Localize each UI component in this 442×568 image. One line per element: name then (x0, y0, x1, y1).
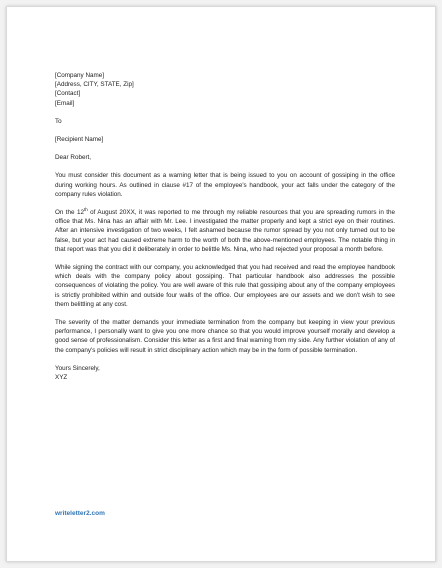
to-label: To (55, 117, 62, 125)
paragraph-2-start: On the 12 (55, 209, 84, 217)
footer-link[interactable]: writeletter2.com (55, 510, 105, 517)
paragraph-4: The severity of the matter demands your immediate termination from the company but keeping in view your previous performance, I personally want to give you one more chance so that you would improve yourself morally and develop a good sense of professionalism. Consider this letter as a first and final warning from my side. Any further violation of any of the company's policies will result in strict disciplinary action which may be in the form of possible termination. (55, 319, 395, 354)
letter-page (6, 6, 436, 562)
sender-company-name: [Company Name] (55, 72, 104, 79)
sender-address: [Address, CITY, STATE, Zip] (55, 81, 134, 89)
signature: XYZ (55, 374, 68, 382)
paragraph-2 (55, 208, 395, 254)
paragraph-2-rest: of August 20XX, it was reported to me through my reliable resources that you are spreading rumors in the office that Ms. Nina has an affair with Mr. Lee. I investigated the matter properly and kept a strict eye on their routines. After an intensive investigation of two weeks, I felt ashamed because the rumor spread by you not only turned out to be false, but your act had caused extreme harm to the worth of both the above-mentioned employees. The notable thing in that report was that you did it deliberately in order to belittle Ms. Nina, who had rejected your proposal a month before. (55, 209, 395, 253)
paragraph-1: You must consider this document as a warning letter that is being issued to you on account of gossiping in the office during working hours. As outlined in clause #17 of the employee's handbook, your act falls under the category of the company rules violation. (55, 172, 395, 198)
sender-email: [Email] (55, 99, 75, 107)
sender-contact: [Contact] (55, 90, 81, 98)
letter-body (55, 71, 395, 382)
recipient-name: [Recipient Name] (55, 136, 104, 144)
salutation: Dear Robert, (55, 154, 92, 162)
closing: Yours Sincerely, (55, 364, 100, 372)
ordinal-suffix: th (83, 206, 88, 212)
paragraph-3: While signing the contract with our company, you acknowledged that you had received and read the employee handbook which deals with the company policy about gossiping. That particular handbook also addresses the possible consequences of violating the policy. You are well aware of this rule that gossiping about any of the company employees is strictly prohibited within and outside four walls of the office. Our employees are our assets and we don't wish to see them belittling at any cost. (55, 264, 395, 308)
